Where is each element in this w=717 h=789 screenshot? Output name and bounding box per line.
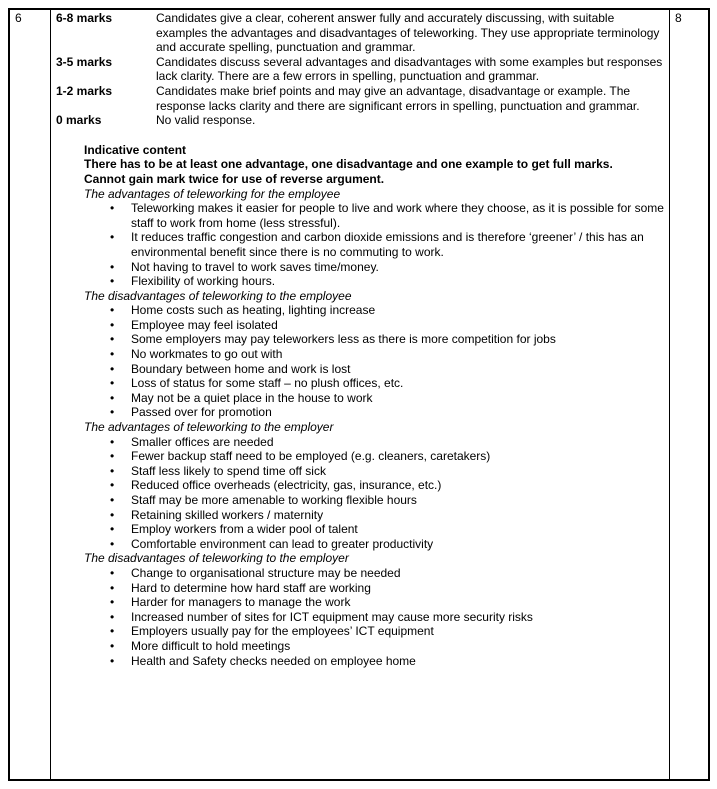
answer-content-cell: [51, 9, 670, 780]
mark-band-description: Candidates discuss several advantages and disadvantages with some examples but responses lack clarity. There are a few errors in spelling, punctuation and grammar.: [156, 54, 663, 84]
bullet-item: • Teleworking makes it easier for people to live and work where they choose, as it is possible for some staff to work from home (less stressful).: [84, 201, 664, 230]
mark-band-label: 6-8 marks: [56, 11, 113, 25]
bullet-list-advantages-employer: [84, 435, 664, 552]
indicative-note: There has to be at least one advantage, one disadvantage and one example to get full marks.: [84, 157, 613, 172]
bullet-item: • Employ workers from a wider pool of talent: [84, 522, 664, 537]
total-marks: 8: [675, 11, 682, 25]
mark-band-description: Candidates make brief points and may give an advantage, disadvantage or example. The response lacks clarity and there are significant errors in spelling, punctuation and grammar.: [156, 83, 640, 113]
bullet-item: • Passed over for promotion: [84, 405, 664, 420]
mark-scheme-table: [8, 8, 710, 781]
bullet-item: • Harder for managers to manage the work: [84, 595, 664, 610]
mark-band-label: 1-2 marks: [56, 83, 113, 98]
bullet-item: • Loss of status for some staff – no plush offices, etc.: [84, 376, 664, 391]
indicative-note: Cannot gain mark twice for use of reverse argument.: [84, 171, 385, 186]
bullet-item: • Home costs such as heating, lighting increase: [84, 303, 664, 318]
bullet-item: • Comfortable environment can lead to greater productivity: [84, 537, 664, 552]
mark-band-description: Candidates give a clear, coherent answer fully and accurately discussing, with suitable examples the advantages and disadvantages of teleworking. They use appropriate terminology and accurate spelling, punctuation and grammar.: [156, 11, 660, 55]
mark-band-label: 3-5 marks: [56, 54, 113, 69]
blank-line: [56, 128, 664, 143]
bullet-item: • Reduced office overheads (electricity, gas, insurance, etc.): [84, 478, 664, 493]
mark-band-description: No valid response.: [156, 113, 256, 128]
bullet-item: • Increased number of sites for ICT equipment may cause more security risks: [84, 610, 664, 625]
bullet-list-disadvantages-employee: [84, 303, 664, 420]
bullet-list-advantages-employee: [84, 201, 664, 289]
bullet-item: • Employers usually pay for the employees’ ICT equipment: [84, 624, 664, 639]
bullet-item: • More difficult to hold meetings: [84, 639, 664, 654]
mark-scheme-row: [9, 9, 709, 780]
total-marks-cell: [670, 9, 710, 780]
bullet-list-disadvantages-employer: [84, 566, 664, 668]
bullet-item: • Staff may be more amenable to working flexible hours: [84, 493, 664, 508]
bullet-item: • No workmates to go out with: [84, 347, 664, 362]
mark-band-row: [56, 11, 664, 55]
bullet-item: • Health and Safety checks needed on employee home: [84, 654, 664, 669]
bullet-item: • Not having to travel to work saves time/money.: [84, 260, 664, 275]
bullet-item: • Smaller offices are needed: [84, 435, 664, 450]
bullet-item: • Flexibility of working hours.: [84, 274, 664, 289]
bullet-item: • Boundary between home and work is lost: [84, 362, 664, 377]
section-title-disadvantages-employee: The disadvantages of teleworking to the employee: [84, 288, 352, 303]
section-title-advantages-employee: The advantages of teleworking for the employee: [84, 186, 341, 201]
bullet-item: • May not be a quiet place in the house to work: [84, 391, 664, 406]
mark-band-row: [56, 55, 664, 84]
section-title-disadvantages-employer: The disadvantages of teleworking to the employer: [84, 551, 349, 566]
question-number: 6: [15, 11, 22, 25]
indicative-content-block: [84, 143, 664, 668]
mark-band-row: [56, 84, 664, 113]
section-title-advantages-employer: The advantages of teleworking to the employer: [84, 420, 334, 435]
bullet-item: • Hard to determine how hard staff are working: [84, 581, 664, 596]
question-number-cell: [9, 9, 51, 780]
bullet-item: • Employee may feel isolated: [84, 318, 664, 333]
bullet-item: • Retaining skilled workers / maternity: [84, 508, 664, 523]
bullet-item: • Fewer backup staff need to be employed (e.g. cleaners, caretakers): [84, 449, 664, 464]
bullet-item: • Staff less likely to spend time off sick: [84, 464, 664, 479]
bullet-item: • It reduces traffic congestion and carbon dioxide emissions and is therefore ‘greener’ / this has an environmental benefit since there is no commuting to work.: [84, 230, 664, 259]
bullet-item: • Some employers may pay teleworkers less as there is more competition for jobs: [84, 332, 664, 347]
mark-band-row: [56, 113, 664, 128]
bullet-item: • Change to organisational structure may be needed: [84, 566, 664, 581]
indicative-content-heading: Indicative content: [84, 142, 187, 157]
mark-band-label: 0 marks: [56, 113, 102, 128]
